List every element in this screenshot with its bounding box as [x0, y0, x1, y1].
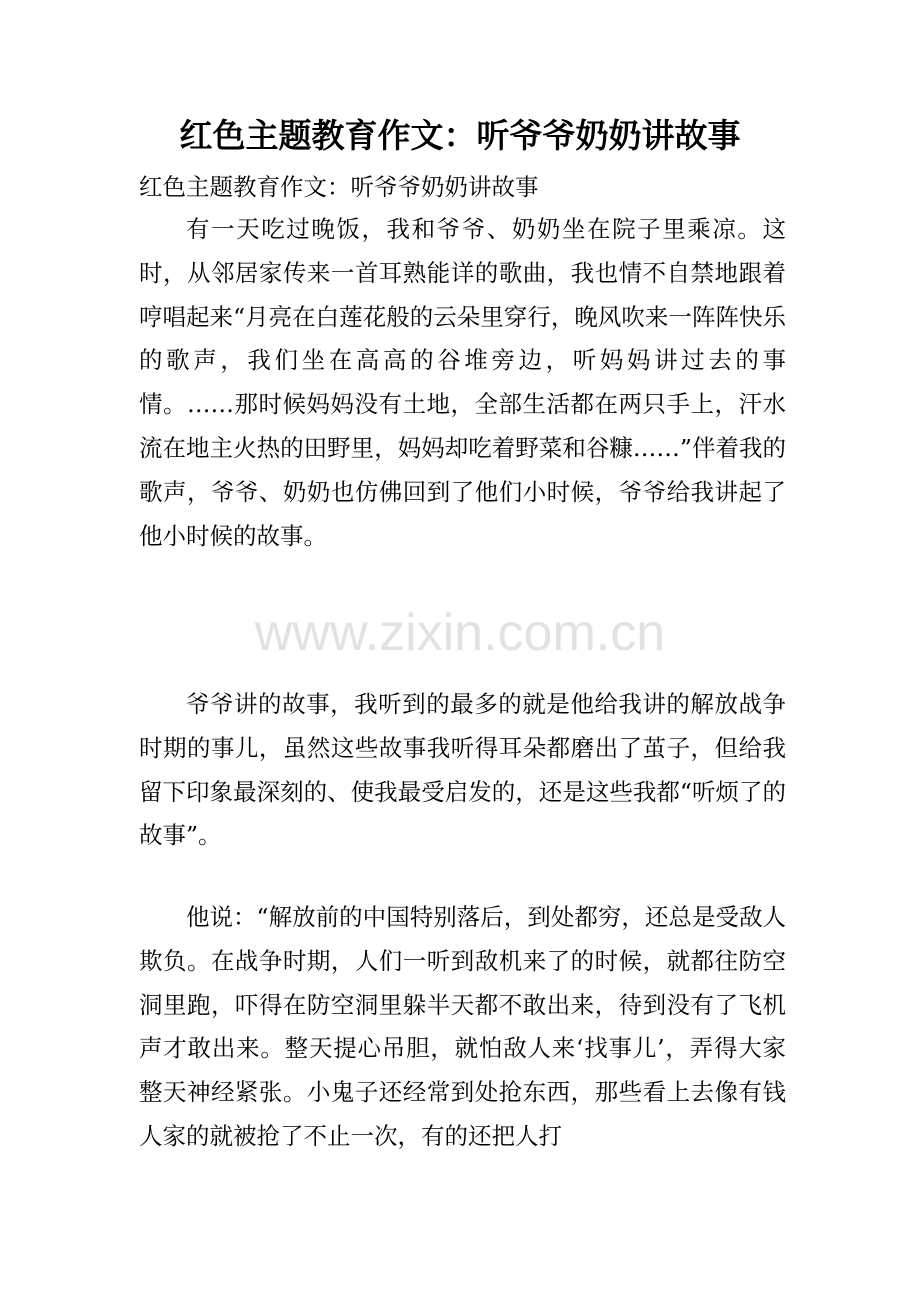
watermark-text: www.zixin.com.cn — [254, 604, 666, 662]
paragraph-1: 有一天吃过晚饭，我和爷爷、奶奶坐在院子里乘凉。这时，从邻居家传来一首耳熟能详的歌曲，我也情不自禁地跟着哼唱起来“月亮在白莲花般的云朵里穿行，晚风吹来一阵阵快乐的歌声，我们坐在高高的谷堆旁边，听妈妈讲过去的事情。……那时候妈妈没有土地，全部生活都在两只手上，汗水流在地主火热的田野里，妈妈却吃着野菜和谷糠……”伴着我的歌声，爷爷、奶奶也仿佛回到了他们小时候，爷爷给我讲起了他小时候的故事。 — [139, 215, 786, 550]
paragraph-2: 爷爷讲的故事，我听到的最多的就是他给我讲的解放战争时期的事儿，虽然这些故事我听得耳朵都磨出了茧子，但给我留下印象最深刻的、使我最受启发的，还是这些我都“听烦了的故事”。 — [139, 690, 786, 850]
document-title: 红色主题教育作文：听爷爷奶奶讲故事 — [179, 116, 741, 155]
document-subtitle: 红色主题教育作文：听爷爷奶奶讲故事 — [139, 173, 539, 201]
paragraph-3: 他说：“解放前的中国特别落后，到处都穷，还总是受敌人欺负。在战争时期，人们一听到敌机来了的时候，就都往防空洞里跑，吓得在防空洞里躲半天都不敢出来，待到没有了飞机声才敢出来。整天提心吊胆，就怕敌人来‘找事儿’，弄得大家整天神经紧张。小鬼子还经常到处抢东西，那些看上去像有钱人家的就被抢了不止一次，有的还把人打 — [139, 903, 786, 1150]
